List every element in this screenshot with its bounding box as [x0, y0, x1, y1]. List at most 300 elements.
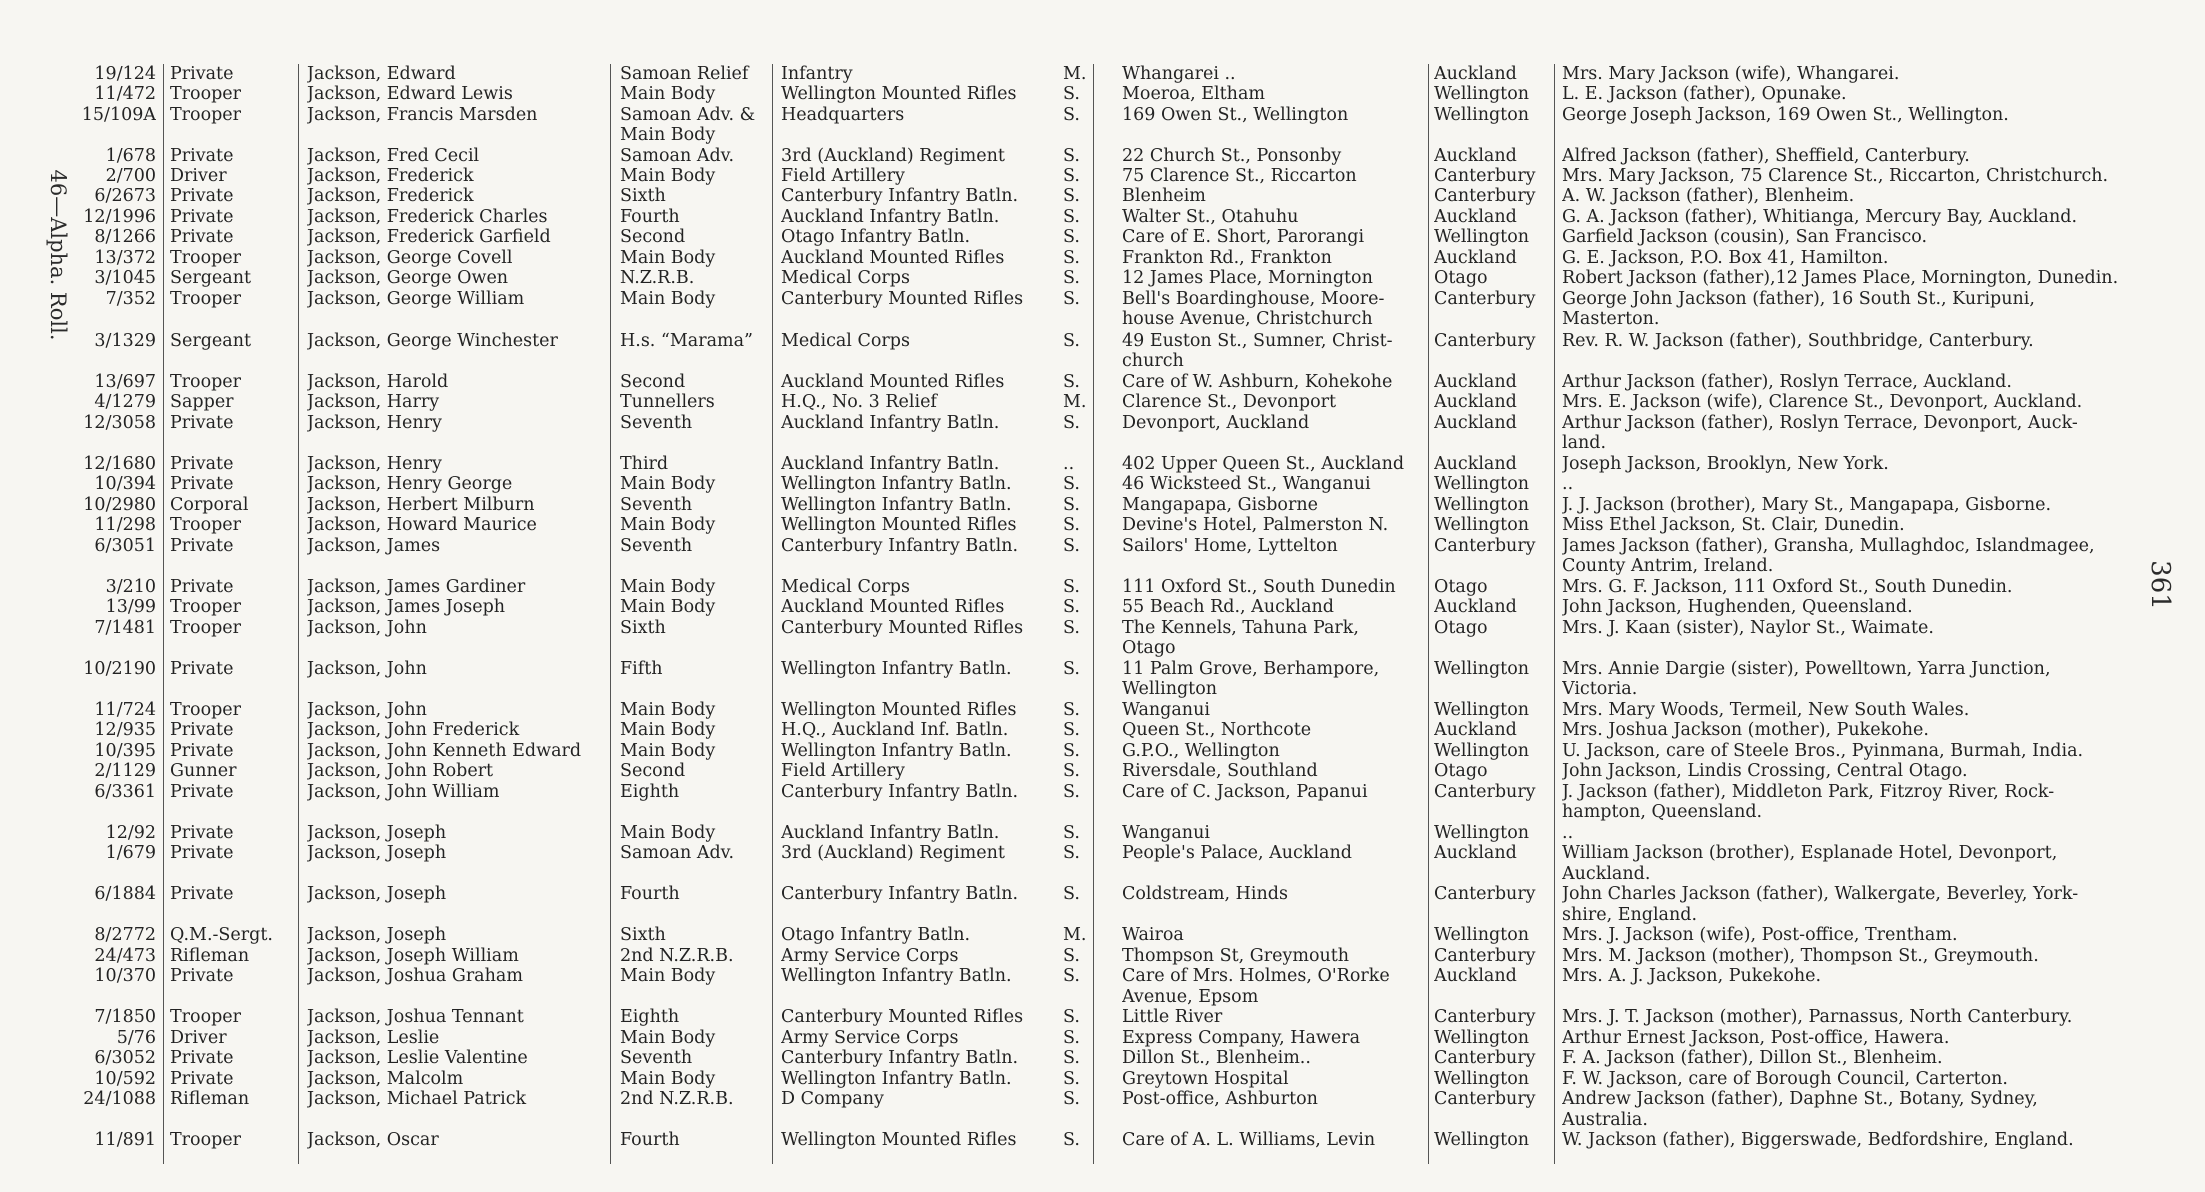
rank: Private [170, 577, 234, 597]
corps: Otago Infantry Batln. [781, 925, 971, 945]
next-of-kin: Mrs. J. Jackson (wife), Post-office, Trentham. [1562, 925, 1958, 945]
district: Otago [1434, 761, 1488, 781]
embarkation-unit: N.Z.R.B. [620, 268, 695, 288]
soldier-name: Jackson, Herbert Milburn [307, 495, 535, 515]
last-address: Dillon St., Blenheim.. [1122, 1048, 1311, 1068]
district: Auckland [1434, 966, 1517, 986]
embarkation-unit: Samoan Adv. & [620, 105, 756, 125]
last-address: Care of Mrs. Holmes, O'Rorke [1122, 966, 1390, 986]
regimental-number: 11/472 [94, 84, 156, 104]
marital-status: S. [1063, 331, 1080, 351]
corps: Wellington Infantry Batln. [781, 474, 1012, 494]
last-address: Little River [1122, 1007, 1223, 1027]
embarkation-unit: 2nd N.Z.R.B. [620, 1089, 734, 1109]
regimental-number: 10/2980 [83, 495, 156, 515]
regimental-number: 11/298 [94, 515, 156, 535]
soldier-name: Jackson, Frederick [307, 166, 474, 186]
regimental-number: 6/3051 [94, 536, 156, 556]
marital-status: S. [1063, 823, 1080, 843]
last-address: church [1122, 351, 1184, 371]
district: Auckland [1434, 454, 1517, 474]
regimental-number: 24/473 [94, 946, 156, 966]
next-of-kin: John Jackson, Lindis Crossing, Central Otago. [1562, 761, 1968, 781]
regimental-number: 11/891 [94, 1130, 156, 1150]
marital-status: S. [1063, 966, 1080, 986]
district: Wellington [1434, 495, 1530, 515]
district: Auckland [1434, 207, 1517, 227]
regimental-number: 10/395 [94, 741, 156, 761]
rank: Rifleman [170, 946, 250, 966]
next-of-kin: Mrs. E. Jackson (wife), Clarence St., Devonport, Auckland. [1562, 392, 2083, 412]
embarkation-unit: Main Body [620, 966, 716, 986]
marital-status: S. [1063, 289, 1080, 309]
soldier-name: Jackson, George Winchester [307, 331, 558, 351]
district: Otago [1434, 268, 1488, 288]
soldier-name: Jackson, Harry [307, 392, 440, 412]
next-of-kin: Andrew Jackson (father), Daphne St., Botany, Sydney, [1562, 1089, 2038, 1109]
regimental-number: 10/370 [94, 966, 156, 986]
embarkation-unit: Sixth [620, 925, 666, 945]
last-address: 169 Owen St., Wellington [1122, 105, 1349, 125]
embarkation-unit: Fourth [620, 884, 680, 904]
last-address: 12 James Place, Mornington [1122, 268, 1373, 288]
soldier-name: Jackson, Joshua Tennant [307, 1007, 524, 1027]
regimental-number: 4/1279 [94, 392, 156, 412]
next-of-kin: A. W. Jackson (father), Blenheim. [1562, 186, 1855, 206]
district: Wellington [1434, 823, 1530, 843]
district: Canterbury [1434, 782, 1536, 802]
corps: Canterbury Mounted Rifles [781, 1007, 1024, 1027]
embarkation-unit: Main Body [620, 741, 716, 761]
district: Auckland [1434, 392, 1517, 412]
next-of-kin: Mrs. A. J. Jackson, Pukekohe. [1562, 966, 1822, 986]
regimental-number: 24/1088 [83, 1089, 156, 1109]
next-of-kin: Mrs. Mary Jackson, 75 Clarence St., Riccarton, Christchurch. [1562, 166, 2109, 186]
marital-status: S. [1063, 659, 1080, 679]
next-of-kin: Victoria. [1562, 679, 1638, 699]
rank: Private [170, 536, 234, 556]
marital-status: S. [1063, 474, 1080, 494]
last-address: Wanganui [1122, 700, 1210, 720]
corps: Army Service Corps [781, 1028, 959, 1048]
column-divider [1554, 64, 1555, 1164]
next-of-kin: L. E. Jackson (father), Opunake. [1562, 84, 1847, 104]
district: Wellington [1434, 474, 1530, 494]
district: Wellington [1434, 105, 1530, 125]
corps: 3rd (Auckland) Regiment [781, 843, 1005, 863]
corps: Canterbury Infantry Batln. [781, 782, 1019, 802]
district: Auckland [1434, 64, 1517, 84]
corps: Wellington Mounted Rifles [781, 700, 1017, 720]
regimental-number: 13/99 [105, 597, 156, 617]
soldier-name: Jackson, Joseph [307, 925, 447, 945]
marital-status: S. [1063, 515, 1080, 535]
marital-status: S. [1063, 1028, 1080, 1048]
soldier-name: Jackson, Joseph [307, 823, 447, 843]
district: Auckland [1434, 413, 1517, 433]
rank: Private [170, 207, 234, 227]
marital-status: S. [1063, 1007, 1080, 1027]
corps: Auckland Mounted Rifles [781, 248, 1005, 268]
corps: Auckland Infantry Batln. [781, 823, 1000, 843]
district: Wellington [1434, 227, 1530, 247]
corps: Otago Infantry Batln. [781, 227, 971, 247]
rank: Private [170, 884, 234, 904]
last-address: Riversdale, Southland [1122, 761, 1318, 781]
corps: Auckland Infantry Batln. [781, 413, 1000, 433]
next-of-kin: J. J. Jackson (brother), Mary St., Mangapapa, Gisborne. [1562, 495, 2052, 515]
marital-status: S. [1063, 884, 1080, 904]
marital-status: S. [1063, 413, 1080, 433]
district: Canterbury [1434, 884, 1536, 904]
rank: Private [170, 843, 234, 863]
corps: Wellington Infantry Batln. [781, 741, 1012, 761]
rank: Trooper [170, 515, 242, 535]
corps: Auckland Mounted Rifles [781, 597, 1005, 617]
soldier-name: Jackson, Joseph [307, 884, 447, 904]
next-of-kin: Mrs. M. Jackson (mother), Thompson St., Greymouth. [1562, 946, 2039, 966]
corps: Headquarters [781, 105, 905, 125]
next-of-kin: U. Jackson, care of Steele Bros., Pyinmana, Burmah, India. [1562, 741, 2084, 761]
rank: Trooper [170, 1130, 242, 1150]
corps: Field Artillery [781, 166, 905, 186]
regimental-number: 13/697 [94, 372, 156, 392]
next-of-kin: Auckland. [1562, 864, 1651, 884]
rank: Private [170, 413, 234, 433]
corps: Field Artillery [781, 761, 905, 781]
regimental-number: 10/2190 [83, 659, 156, 679]
soldier-name: Jackson, John Frederick [307, 720, 520, 740]
column-divider [772, 64, 773, 1164]
soldier-name: Jackson, Joseph William [307, 946, 519, 966]
regimental-number: 5/76 [116, 1028, 156, 1048]
embarkation-unit: Second [620, 761, 686, 781]
soldier-name: Jackson, John Robert [307, 761, 494, 781]
next-of-kin: Mrs. G. F. Jackson, 111 Oxford St., South Dunedin. [1562, 577, 2013, 597]
district: Canterbury [1434, 946, 1536, 966]
rank: Sapper [170, 392, 234, 412]
last-address: G.P.O., Wellington [1122, 741, 1280, 761]
embarkation-unit: Samoan Relief [620, 64, 749, 84]
embarkation-unit: Seventh [620, 413, 693, 433]
last-address: 22 Church St., Ponsonby [1122, 146, 1342, 166]
last-address: Wanganui [1122, 823, 1210, 843]
embarkation-unit: Seventh [620, 495, 693, 515]
last-address: Walter St., Otahuhu [1122, 207, 1299, 227]
soldier-name: Jackson, Harold [307, 372, 449, 392]
embarkation-unit: Main Body [620, 597, 716, 617]
embarkation-unit: Main Body [620, 289, 716, 309]
corps: Medical Corps [781, 577, 910, 597]
next-of-kin: John Charles Jackson (father), Walkergate, Beverley, York- [1562, 884, 2079, 904]
soldier-name: Jackson, Oscar [307, 1130, 439, 1150]
embarkation-unit: Eighth [620, 1007, 680, 1027]
embarkation-unit: Main Body [620, 248, 716, 268]
last-address: Moeroa, Eltham [1122, 84, 1265, 104]
embarkation-unit: Seventh [620, 536, 693, 556]
marital-status: S. [1063, 536, 1080, 556]
next-of-kin: Miss Ethel Jackson, St. Clair, Dunedin. [1562, 515, 1905, 535]
soldier-name: Jackson, Leslie Valentine [307, 1048, 528, 1068]
marital-status: S. [1063, 495, 1080, 515]
next-of-kin: Arthur Jackson (father), Roslyn Terrace, Devonport, Auck- [1562, 413, 2078, 433]
last-address: 55 Beach Rd., Auckland [1122, 597, 1334, 617]
embarkation-unit: Main Body [620, 720, 716, 740]
marital-status: S. [1063, 618, 1080, 638]
regimental-number: 6/3052 [94, 1048, 156, 1068]
last-address: Care of C. Jackson, Papanui [1122, 782, 1368, 802]
corps: Wellington Mounted Rifles [781, 515, 1017, 535]
regimental-number: 10/592 [94, 1069, 156, 1089]
marital-status: S. [1063, 268, 1080, 288]
last-address: Mangapapa, Gisborne [1122, 495, 1318, 515]
roll-section-label: 46—Alpha. Roll. [46, 169, 70, 341]
regimental-number: 2/700 [105, 166, 156, 186]
marital-status: S. [1063, 1130, 1080, 1150]
embarkation-unit: Third [620, 454, 669, 474]
embarkation-unit: Seventh [620, 1048, 693, 1068]
rank: Private [170, 659, 234, 679]
embarkation-unit: Main Body [620, 1028, 716, 1048]
rank: Trooper [170, 597, 242, 617]
regimental-number: 12/1680 [83, 454, 156, 474]
column-divider [1428, 64, 1429, 1164]
marital-status: S. [1063, 207, 1080, 227]
next-of-kin: J. Jackson (father), Middleton Park, Fitzroy River, Rock- [1562, 782, 2055, 802]
soldier-name: Jackson, George Covell [307, 248, 513, 268]
last-address: Clarence St., Devonport [1122, 392, 1337, 412]
embarkation-unit: Fourth [620, 207, 680, 227]
soldier-name: Jackson, George Owen [307, 268, 509, 288]
last-address: Coldstream, Hinds [1122, 884, 1288, 904]
next-of-kin: George Joseph Jackson, 169 Owen St., Wellington. [1562, 105, 2009, 125]
embarkation-unit: Fourth [620, 1130, 680, 1150]
marital-status: S. [1063, 248, 1080, 268]
next-of-kin: Arthur Jackson (father), Roslyn Terrace, Auckland. [1562, 372, 2012, 392]
rank: Q.M.-Sergt. [170, 925, 273, 945]
regimental-number: 8/2772 [94, 925, 156, 945]
regimental-number: 15/109A [81, 105, 156, 125]
marital-status: S. [1063, 577, 1080, 597]
corps: Wellington Infantry Batln. [781, 966, 1012, 986]
district: Canterbury [1434, 1048, 1536, 1068]
embarkation-unit: Sixth [620, 186, 666, 206]
next-of-kin: .. [1562, 823, 1574, 843]
soldier-name: Jackson, John William [307, 782, 500, 802]
embarkation-unit: Samoan Adv. [620, 843, 735, 863]
next-of-kin: hampton, Queensland. [1562, 802, 1763, 822]
soldier-name: Jackson, Michael Patrick [307, 1089, 527, 1109]
rank: Trooper [170, 248, 242, 268]
district: Canterbury [1434, 289, 1536, 309]
rank: Driver [170, 1028, 227, 1048]
marital-status: S. [1063, 782, 1080, 802]
soldier-name: Jackson, Frederick [307, 186, 474, 206]
corps: Medical Corps [781, 268, 910, 288]
regimental-number: 8/1266 [94, 227, 156, 247]
corps: Army Service Corps [781, 946, 959, 966]
marital-status: S. [1063, 843, 1080, 863]
embarkation-unit: Second [620, 372, 686, 392]
soldier-name: Jackson, Frederick Charles [307, 207, 548, 227]
embarkation-unit: Main Body [620, 474, 716, 494]
corps: Wellington Mounted Rifles [781, 1130, 1017, 1150]
regimental-number: 2/1129 [94, 761, 156, 781]
next-of-kin: John Jackson, Hughenden, Queensland. [1562, 597, 1913, 617]
district: Canterbury [1434, 1007, 1536, 1027]
next-of-kin: Rev. R. W. Jackson (father), Southbridge, Canterbury. [1562, 331, 2034, 351]
last-address: Otago [1122, 638, 1176, 658]
next-of-kin: F. A. Jackson (father), Dillon St., Blenheim. [1562, 1048, 1943, 1068]
next-of-kin: .. [1562, 474, 1574, 494]
embarkation-unit: Main Body [620, 84, 716, 104]
marital-status: S. [1063, 186, 1080, 206]
next-of-kin: W. Jackson (father), Biggerswade, Bedfordshire, England. [1562, 1130, 2074, 1150]
rank: Private [170, 454, 234, 474]
last-address: 111 Oxford St., South Dunedin [1122, 577, 1396, 597]
last-address: Sailors' Home, Lyttelton [1122, 536, 1338, 556]
marital-status: M. [1063, 925, 1087, 945]
corps: D Company [781, 1089, 884, 1109]
corps: H.Q., No. 3 Relief [781, 392, 937, 412]
soldier-name: Jackson, Joshua Graham [307, 966, 523, 986]
soldier-name: Jackson, Henry George [307, 474, 513, 494]
district: Wellington [1434, 1028, 1530, 1048]
embarkation-unit: H.s. “Marama” [620, 331, 754, 351]
regimental-number: 12/3058 [83, 413, 156, 433]
embarkation-unit: Main Body [620, 577, 716, 597]
rank: Private [170, 146, 234, 166]
last-address: People's Palace, Auckland [1122, 843, 1352, 863]
last-address: 49 Euston St., Sumner, Christ- [1122, 331, 1393, 351]
rank: Rifleman [170, 1089, 250, 1109]
rank: Trooper [170, 618, 242, 638]
corps: H.Q., Auckland Inf. Batln. [781, 720, 1009, 740]
soldier-name: Jackson, James Gardiner [307, 577, 526, 597]
district: Auckland [1434, 720, 1517, 740]
marital-status: S. [1063, 166, 1080, 186]
district: Wellington [1434, 515, 1530, 535]
embarkation-unit: Main Body [620, 1069, 716, 1089]
regimental-number: 7/1481 [94, 618, 156, 638]
rank: Trooper [170, 700, 242, 720]
corps: Canterbury Infantry Batln. [781, 884, 1019, 904]
regimental-number: 7/1850 [94, 1007, 156, 1027]
district: Auckland [1434, 597, 1517, 617]
regimental-number: 11/724 [94, 700, 156, 720]
marital-status: S. [1063, 1089, 1080, 1109]
district: Wellington [1434, 925, 1530, 945]
rank: Trooper [170, 372, 242, 392]
next-of-kin: G. A. Jackson (father), Whitianga, Mercury Bay, Auckland. [1562, 207, 2078, 227]
next-of-kin: Mrs. Mary Woods, Termeil, New South Wales. [1562, 700, 1970, 720]
regimental-number: 12/92 [105, 823, 156, 843]
rank: Private [170, 741, 234, 761]
last-address: Care of W. Ashburn, Kohekohe [1122, 372, 1393, 392]
marital-status: .. [1063, 454, 1075, 474]
rank: Trooper [170, 84, 242, 104]
regimental-number: 3/210 [105, 577, 156, 597]
rank: Trooper [170, 1007, 242, 1027]
next-of-kin: George John Jackson (father), 16 South St., Kuripuni, [1562, 289, 2035, 309]
next-of-kin: Garfield Jackson (cousin), San Francisco. [1562, 227, 1928, 247]
regimental-number: 13/372 [94, 248, 156, 268]
rank: Private [170, 227, 234, 247]
last-address: Greytown Hospital [1122, 1069, 1289, 1089]
next-of-kin: shire, England. [1562, 905, 1698, 925]
last-address: Wellington [1122, 679, 1218, 699]
last-address: Post-office, Ashburton [1122, 1089, 1318, 1109]
next-of-kin: Alfred Jackson (father), Sheffield, Canterbury. [1562, 146, 1970, 166]
marital-status: M. [1063, 392, 1087, 412]
embarkation-unit: Fifth [620, 659, 663, 679]
marital-status: S. [1063, 761, 1080, 781]
marital-status: S. [1063, 700, 1080, 720]
last-address: 11 Palm Grove, Berhampore, [1122, 659, 1380, 679]
soldier-name: Jackson, Fred Cecil [307, 146, 480, 166]
next-of-kin: Arthur Ernest Jackson, Post-office, Hawera. [1562, 1028, 1950, 1048]
district: Canterbury [1434, 166, 1536, 186]
last-address: Devine's Hotel, Palmerston N. [1122, 515, 1389, 535]
next-of-kin: Mrs. Joshua Jackson (mother), Pukekohe. [1562, 720, 1929, 740]
next-of-kin: F. W. Jackson, care of Borough Council, Carterton. [1562, 1069, 2008, 1089]
soldier-name: Jackson, Malcolm [307, 1069, 464, 1089]
soldier-name: Jackson, Edward Lewis [307, 84, 513, 104]
next-of-kin: land. [1562, 433, 1607, 453]
rank: Private [170, 64, 234, 84]
soldier-name: Jackson, George William [307, 289, 525, 309]
marital-status: S. [1063, 227, 1080, 247]
district: Auckland [1434, 248, 1517, 268]
regimental-number: 19/124 [94, 64, 156, 84]
embarkation-unit: Tunnellers [620, 392, 715, 412]
district: Canterbury [1434, 186, 1536, 206]
district: Wellington [1434, 700, 1530, 720]
next-of-kin: Mrs. Annie Dargie (sister), Powelltown, Yarra Junction, [1562, 659, 2051, 679]
next-of-kin: James Jackson (father), Gransha, Mullaghdoc, Islandmagee, [1562, 536, 2095, 556]
corps: Medical Corps [781, 331, 910, 351]
regimental-number: 1/679 [105, 843, 156, 863]
marital-status: S. [1063, 1069, 1080, 1089]
regimental-number: 7/352 [105, 289, 156, 309]
district: Auckland [1434, 843, 1517, 863]
soldier-name: Jackson, John [307, 618, 427, 638]
corps: Canterbury Infantry Batln. [781, 186, 1019, 206]
regimental-number: 12/1996 [83, 207, 156, 227]
corps: Canterbury Infantry Batln. [781, 536, 1019, 556]
regimental-number: 10/394 [94, 474, 156, 494]
corps: Auckland Infantry Batln. [781, 454, 1000, 474]
district: Wellington [1434, 1069, 1530, 1089]
embarkation-unit: Main Body [620, 166, 716, 186]
page-number: 361 [2145, 560, 2175, 610]
last-address: Wairoa [1122, 925, 1184, 945]
column-divider [163, 64, 164, 1164]
last-address: The Kennels, Tahuna Park, [1122, 618, 1359, 638]
regimental-number: 3/1045 [94, 268, 156, 288]
rank: Trooper [170, 105, 242, 125]
last-address: Queen St., Northcote [1122, 720, 1312, 740]
district: Canterbury [1434, 331, 1536, 351]
marital-status: S. [1063, 146, 1080, 166]
district: Auckland [1434, 372, 1517, 392]
column-divider [1093, 64, 1094, 1164]
rank: Gunner [170, 761, 237, 781]
column-divider [298, 64, 299, 1164]
corps: Canterbury Infantry Batln. [781, 1048, 1019, 1068]
soldier-name: Jackson, Francis Marsden [307, 105, 538, 125]
next-of-kin: G. E. Jackson, P.O. Box 41, Hamilton. [1562, 248, 1889, 268]
